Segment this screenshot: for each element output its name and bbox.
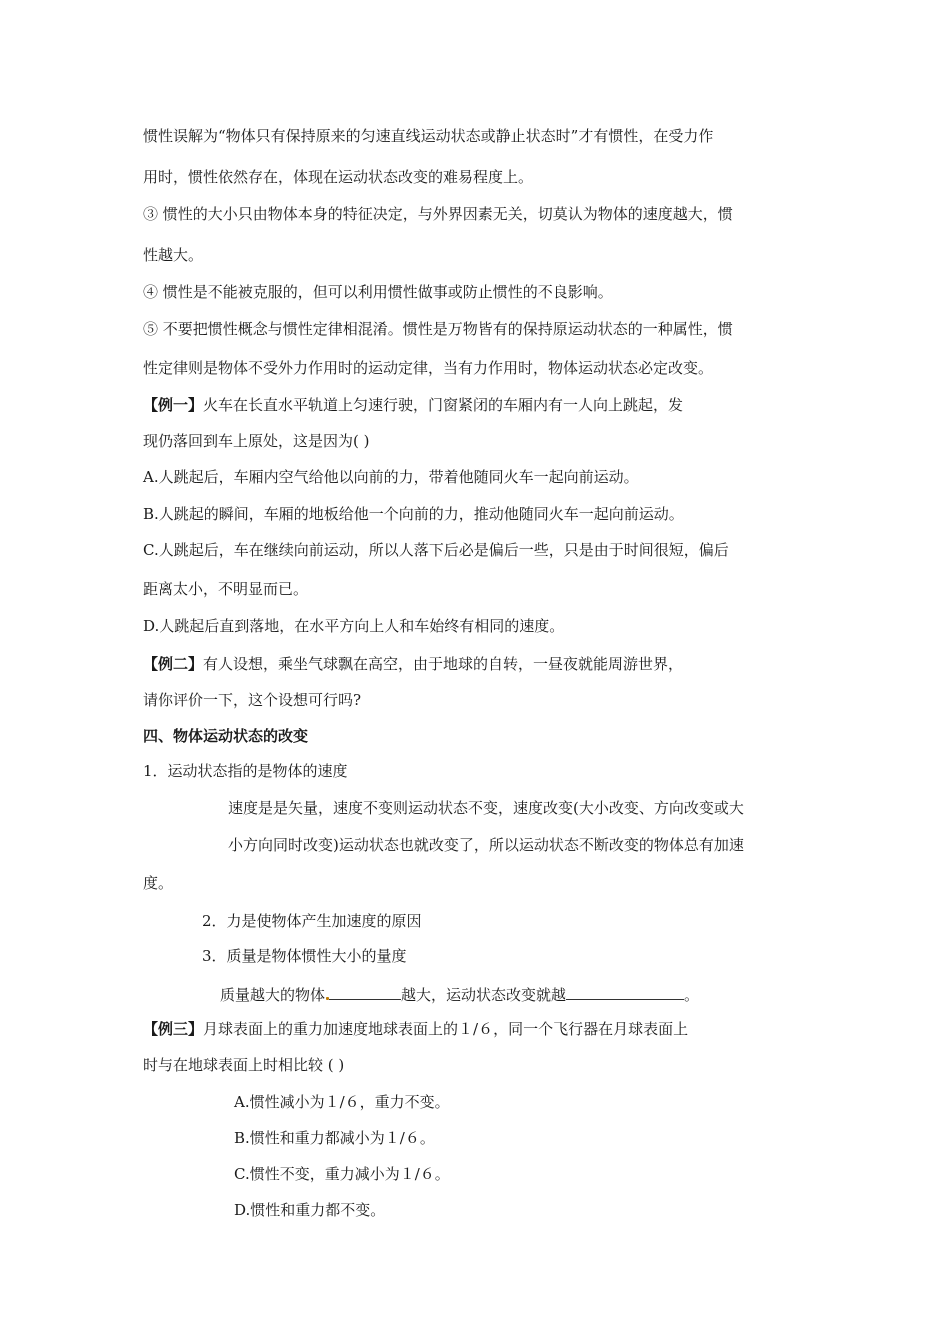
example-three-tag: 【例三】 bbox=[143, 1020, 204, 1038]
fill-text-a: 质量越大的物体 bbox=[220, 986, 326, 1004]
example-one-tag: 【例一】 bbox=[143, 396, 204, 414]
option-b: B.人跳起的瞬间，车厢的地板给他一个向前的力，推动他随同火车一起向前运动。 bbox=[143, 505, 684, 523]
section-body-line: 度。 bbox=[143, 874, 174, 892]
option-c: C.人跳起后，车在继续向前运动，所以人落下后必是偏后一些，只是由于时间很短，偏后 bbox=[143, 541, 729, 559]
paragraph-line: 惯性误解为“物体只有保持原来的匀速直线运动状态或静止状态时”才有惯性，在受力作 bbox=[143, 127, 714, 145]
example-two-tag: 【例二】 bbox=[143, 655, 204, 673]
example-one-text: 火车在长直水平轨道上匀速行驶，门窗紧闭的车厢内有一人向上跳起，发 bbox=[203, 396, 684, 414]
paragraph-line: 性定律则是物体不受外力作用时的运动定律，当有力作用时，物体运动状态必定改变。 bbox=[143, 359, 714, 377]
fill-in-line bbox=[220, 983, 699, 1006]
section-item-1: 1．运动状态指的是物体的速度 bbox=[143, 762, 348, 780]
example-one-line bbox=[143, 394, 683, 416]
example-three-line: 时与在地球表面上时相比较 ( ) bbox=[143, 1056, 345, 1074]
section-item-2: 2．力是使物体产生加速度的原因 bbox=[202, 912, 422, 930]
example-one-line: 现仍落回到车上原处，这是因为( ) bbox=[143, 432, 370, 450]
paragraph-line: ⑤ 不要把惯性概念与惯性定律相混淆。惯性是万物皆有的保持原运动状态的一种属性，惯 bbox=[143, 320, 733, 338]
option-c-continued: 距离太小，不明显而已。 bbox=[143, 580, 309, 598]
option-d: D.惯性和重力都不变。 bbox=[234, 1201, 386, 1219]
example-two-text: 有人设想，乘坐气球飘在高空，由于地球的自转，一昼夜就能周游世界， bbox=[203, 655, 684, 673]
fill-text-b: 越大，运动状态改变就越 bbox=[401, 986, 567, 1004]
option-b: B.惯性和重力都减小为１/６。 bbox=[234, 1129, 435, 1147]
paragraph-line: 用时，惯性依然存在，体现在运动状态改变的难易程度上。 bbox=[143, 168, 534, 186]
paragraph-line: ④ 惯性是不能被克服的，但可以利用惯性做事或防止惯性的不良影响。 bbox=[143, 283, 613, 301]
answer-blank-1[interactable] bbox=[329, 983, 401, 1000]
answer-blank-2[interactable] bbox=[566, 983, 684, 1000]
section-body-line: 小方向同时改变)运动状态也就改变了，所以运动状态不断改变的物体总有加速 bbox=[228, 836, 744, 854]
paragraph-line: ③ 惯性的大小只由物体本身的特征决定，与外界因素无关，切莫认为物体的速度越大，惯 bbox=[143, 205, 733, 223]
option-d: D.人跳起后直到落地，在水平方向上人和车始终有相同的速度。 bbox=[143, 617, 565, 635]
example-three-text: 月球表面上的重力加速度地球表面上的１/６，同一个飞行器在月球表面上 bbox=[203, 1020, 689, 1038]
section-heading: 四、物体运动状态的改变 bbox=[143, 727, 309, 745]
example-two-line: 请你评价一下，这个设想可行吗? bbox=[143, 691, 362, 709]
option-c: C.惯性不变，重力减小为１/６。 bbox=[234, 1165, 450, 1183]
fill-text-c: 。 bbox=[684, 986, 700, 1004]
paragraph-line: 性越大。 bbox=[143, 246, 204, 264]
option-a: A.惯性减小为１/６，重力不变。 bbox=[234, 1093, 450, 1111]
section-body-line: 速度是是矢量，速度不变则运动状态不变，速度改变(大小改变、方向改变或大 bbox=[228, 799, 744, 817]
example-three-line bbox=[143, 1018, 688, 1040]
section-item-3: 3．质量是物体惯性大小的量度 bbox=[202, 947, 407, 965]
example-two-line bbox=[143, 653, 683, 675]
option-a: A.人跳起后，车厢内空气给他以向前的力，带着他随同火车一起向前运动。 bbox=[143, 468, 639, 486]
